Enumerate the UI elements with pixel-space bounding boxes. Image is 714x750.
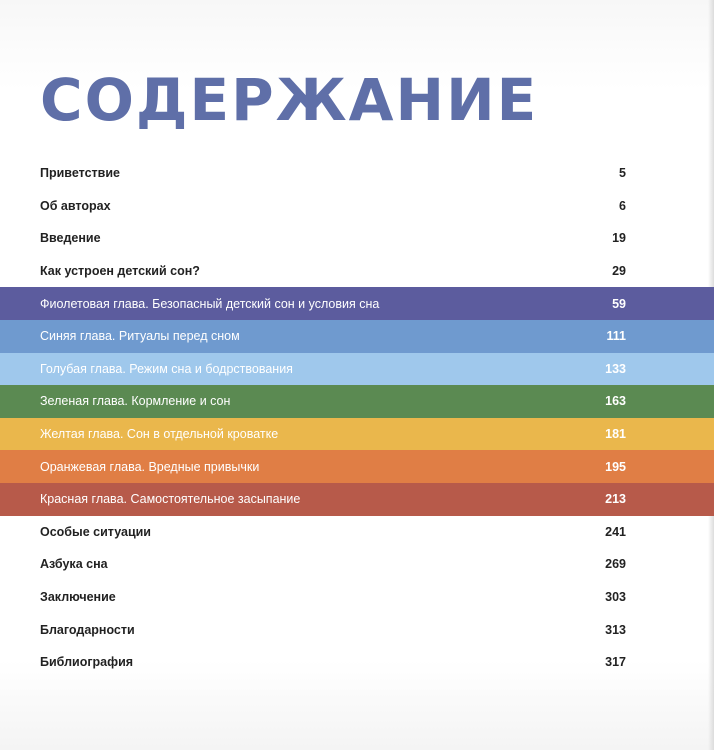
toc-row-page-number: 29	[612, 264, 626, 279]
toc-row-label: Библиография	[40, 655, 134, 670]
toc-row-label: Желтая глава. Сон в отдельной кроватке	[40, 427, 279, 442]
toc-row-label: Заключение	[40, 590, 116, 605]
toc-row-special-situations[interactable]	[0, 516, 714, 549]
toc-row-page-number: 195	[605, 459, 626, 474]
toc-row-how-sleep-works[interactable]	[0, 255, 714, 288]
toc-row-page-number: 269	[605, 557, 626, 572]
toc-row-page-number: 6	[619, 198, 626, 213]
toc-row-bibliography[interactable]	[0, 646, 714, 679]
toc-row-sleep-alphabet[interactable]	[0, 548, 714, 581]
toc-row-red-chapter[interactable]	[0, 483, 714, 516]
toc-row-label: Фиолетовая глава. Безопасный детский сон и условия сна	[40, 296, 380, 311]
toc-row-label: Введение	[40, 231, 101, 246]
toc-row-page-number: 241	[605, 524, 626, 539]
toc-row-label: Особые ситуации	[40, 524, 151, 539]
toc-row-about-authors[interactable]	[0, 190, 714, 223]
toc-row-label: Зеленая глава. Кормление и сон	[40, 394, 231, 409]
toc-row-greeting[interactable]	[0, 157, 714, 190]
toc-row-label: Об авторах	[40, 198, 111, 213]
toc-row-page-number: 303	[605, 590, 626, 605]
toc-row-label: Азбука сна	[40, 557, 108, 572]
toc-row-label: Голубая глава. Режим сна и бодрствования	[40, 361, 293, 376]
toc-row-yellow-chapter[interactable]	[0, 418, 714, 451]
toc-row-conclusion[interactable]	[0, 581, 714, 614]
toc-row-page-number: 111	[606, 329, 626, 344]
toc-row-page-number: 163	[605, 394, 626, 409]
toc-row-page-number: 19	[612, 231, 626, 246]
toc-row-page-number: 213	[605, 492, 626, 507]
toc-row-label: Красная глава. Самостоятельное засыпание	[40, 492, 301, 507]
toc-row-page-number: 181	[605, 427, 626, 442]
toc-row-label: Приветствие	[40, 166, 120, 181]
toc-row-page-number: 59	[612, 296, 626, 311]
toc-row-lightblue-chapter[interactable]	[0, 353, 714, 386]
toc-row-blue-chapter[interactable]	[0, 320, 714, 353]
toc-row-label: Синяя глава. Ритуалы перед сном	[40, 329, 240, 344]
toc-row-introduction[interactable]	[0, 222, 714, 255]
toc-row-page-number: 317	[605, 655, 626, 670]
toc-row-label: Оранжевая глава. Вредные привычки	[40, 459, 260, 474]
page-title: СОДЕРЖАНИЕ	[40, 66, 539, 134]
toc-row-page-number: 313	[605, 622, 626, 637]
table-of-contents	[0, 157, 714, 679]
toc-row-label: Благодарности	[40, 622, 135, 637]
toc-row-violet-chapter[interactable]	[0, 287, 714, 320]
toc-row-page-number: 133	[605, 361, 626, 376]
toc-row-green-chapter[interactable]	[0, 385, 714, 418]
toc-row-label: Как устроен детский сон?	[40, 264, 200, 279]
toc-row-page-number: 5	[619, 166, 626, 181]
toc-row-orange-chapter[interactable]	[0, 450, 714, 483]
toc-row-acknowledgements[interactable]	[0, 613, 714, 646]
